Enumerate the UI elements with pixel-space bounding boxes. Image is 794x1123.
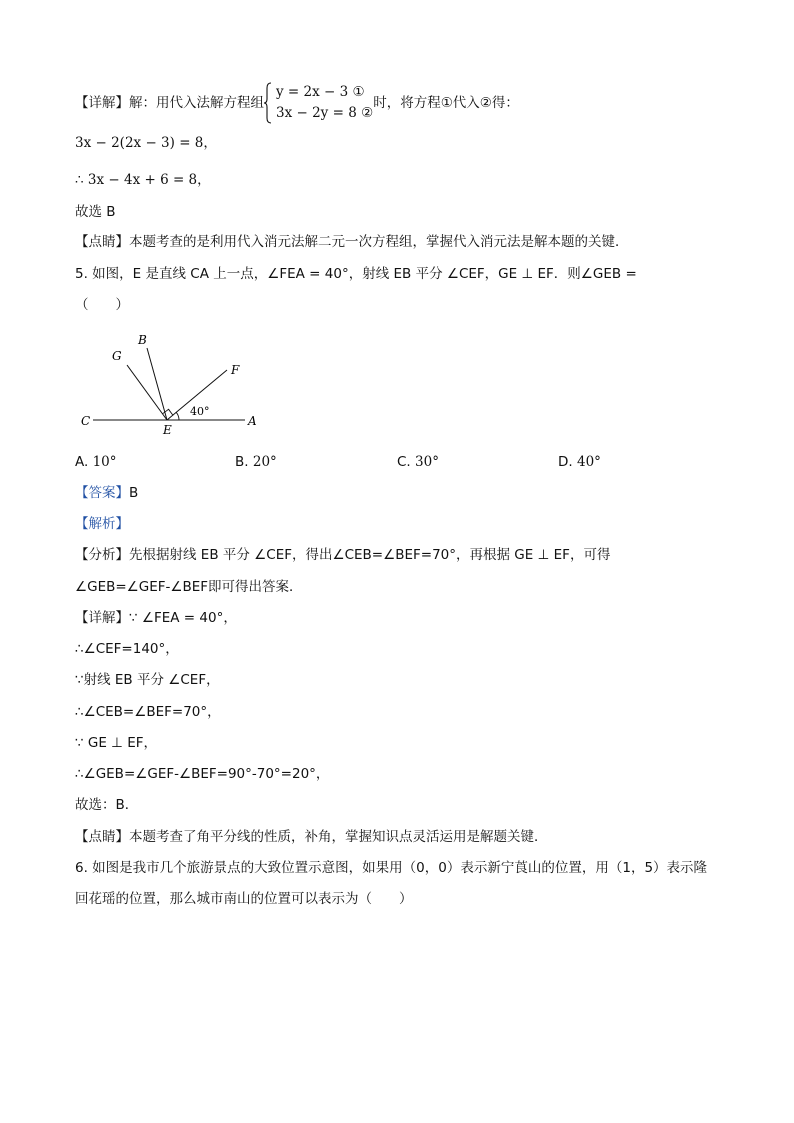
analysis-label: 【解析】 [75,516,129,532]
answer-value: B [129,485,139,501]
ray-eb [147,348,167,420]
xiangjie-step-4: ∴∠CEB=∠BEF=70°， [75,704,221,720]
dianjing-text: 本题考查了角平分线的性质，补角，掌握知识点灵活运用是解题关键． [129,829,548,845]
prev-step-2: ∴ 3x − 4x + 6 = 8， [75,172,211,188]
detail-intro: 解：用代入法解方程组 [129,95,264,111]
label-g: G [112,349,122,363]
detail-label: 【详解】 [75,95,129,111]
option-b-key: B. [235,454,249,470]
dianjing-label: 【点睛】 [75,829,129,845]
option-d-text: 40° [576,454,601,470]
ray-eg [127,365,167,420]
angle-arc [176,412,179,420]
q6-stem-2: 回花瑶的位置，那么城市南山的位置可以表示为（ ） [75,891,413,907]
brace-icon [264,82,272,124]
equation-1: y = 2x − 3 ① [276,84,365,100]
answer-label: 【答案】 [75,485,129,501]
xiangjie-choice: 故选：B． [75,797,139,813]
xiangjie-step-5: ∵ GE ⊥ EF， [75,735,158,751]
xiangjie-label: 【详解】 [75,610,129,626]
option-b [235,454,277,470]
option-c-text: 30° [415,454,439,470]
xiangjie-step-6: ∴∠GEB=∠GEF-∠BEF=90°-70°=20°， [75,766,330,782]
equation-2: 3x − 2y = 8 ② [276,105,374,121]
fenxi-line-1 [75,545,610,565]
q5-paren: （ ） [75,297,129,313]
q6-stem-1: 6. 如图是我市几个旅游景点的大致位置示意图，如果用（0，0）表示新宁莨山的位置，用（1，5）表示隆 [75,860,708,876]
option-d-key: D. [558,454,573,470]
label-c: C [81,414,91,428]
option-a-text: 10° [92,454,117,470]
answer-line [75,483,138,503]
dianjing-line [75,827,548,847]
label-e: E [163,423,172,437]
option-c [397,454,439,470]
label-b: B [138,333,147,347]
equation-system [266,82,373,124]
detail-after: 时，将方程①代入②得： [373,95,519,111]
xiangjie-line-1 [75,608,237,628]
comment-label: 【点睛】 [75,234,129,250]
comment-text: 本题考查的是利用代入消元法解二元一次方程组，掌握代入消元法是解本题的关键． [129,234,629,250]
fenxi-text-1: 先根据射线 EB 平分 ∠CEF，得出∠CEB=∠BEF=70°，再根据 GE ⊥ EF，可得 [129,547,611,563]
xiangjie-step-2: ∴∠CEF=140°， [75,641,179,657]
prev-step-1: 3x − 2(2x − 3) = 8， [75,135,217,151]
option-a-key: A. [75,454,89,470]
fenxi-line-2: ∠GEB=∠GEF-∠BEF即可得出答案． [75,579,303,595]
xiangjie-step-1: ∵ ∠FEA = 40°， [129,610,237,626]
prev-detail-line [75,82,519,124]
label-f: F [231,363,240,377]
xiangjie-step-3: ∵射线 EB 平分 ∠CEF， [75,672,220,688]
label-angle-40: 40° [190,405,210,418]
label-a: A [248,414,257,428]
fenxi-label: 【分析】 [75,547,129,563]
angle-figure [75,328,275,438]
option-d [558,454,601,470]
prev-comment [75,232,629,252]
option-a [75,454,117,470]
prev-choice: 故选 B [75,204,116,220]
option-b-text: 20° [252,454,277,470]
q5-stem: 5. 如图，E 是直线 CA 上一点，∠FEA = 40°，射线 EB 平分 ∠CEF，GE ⊥ EF．则∠GEB = [75,266,637,282]
option-c-key: C. [397,454,411,470]
